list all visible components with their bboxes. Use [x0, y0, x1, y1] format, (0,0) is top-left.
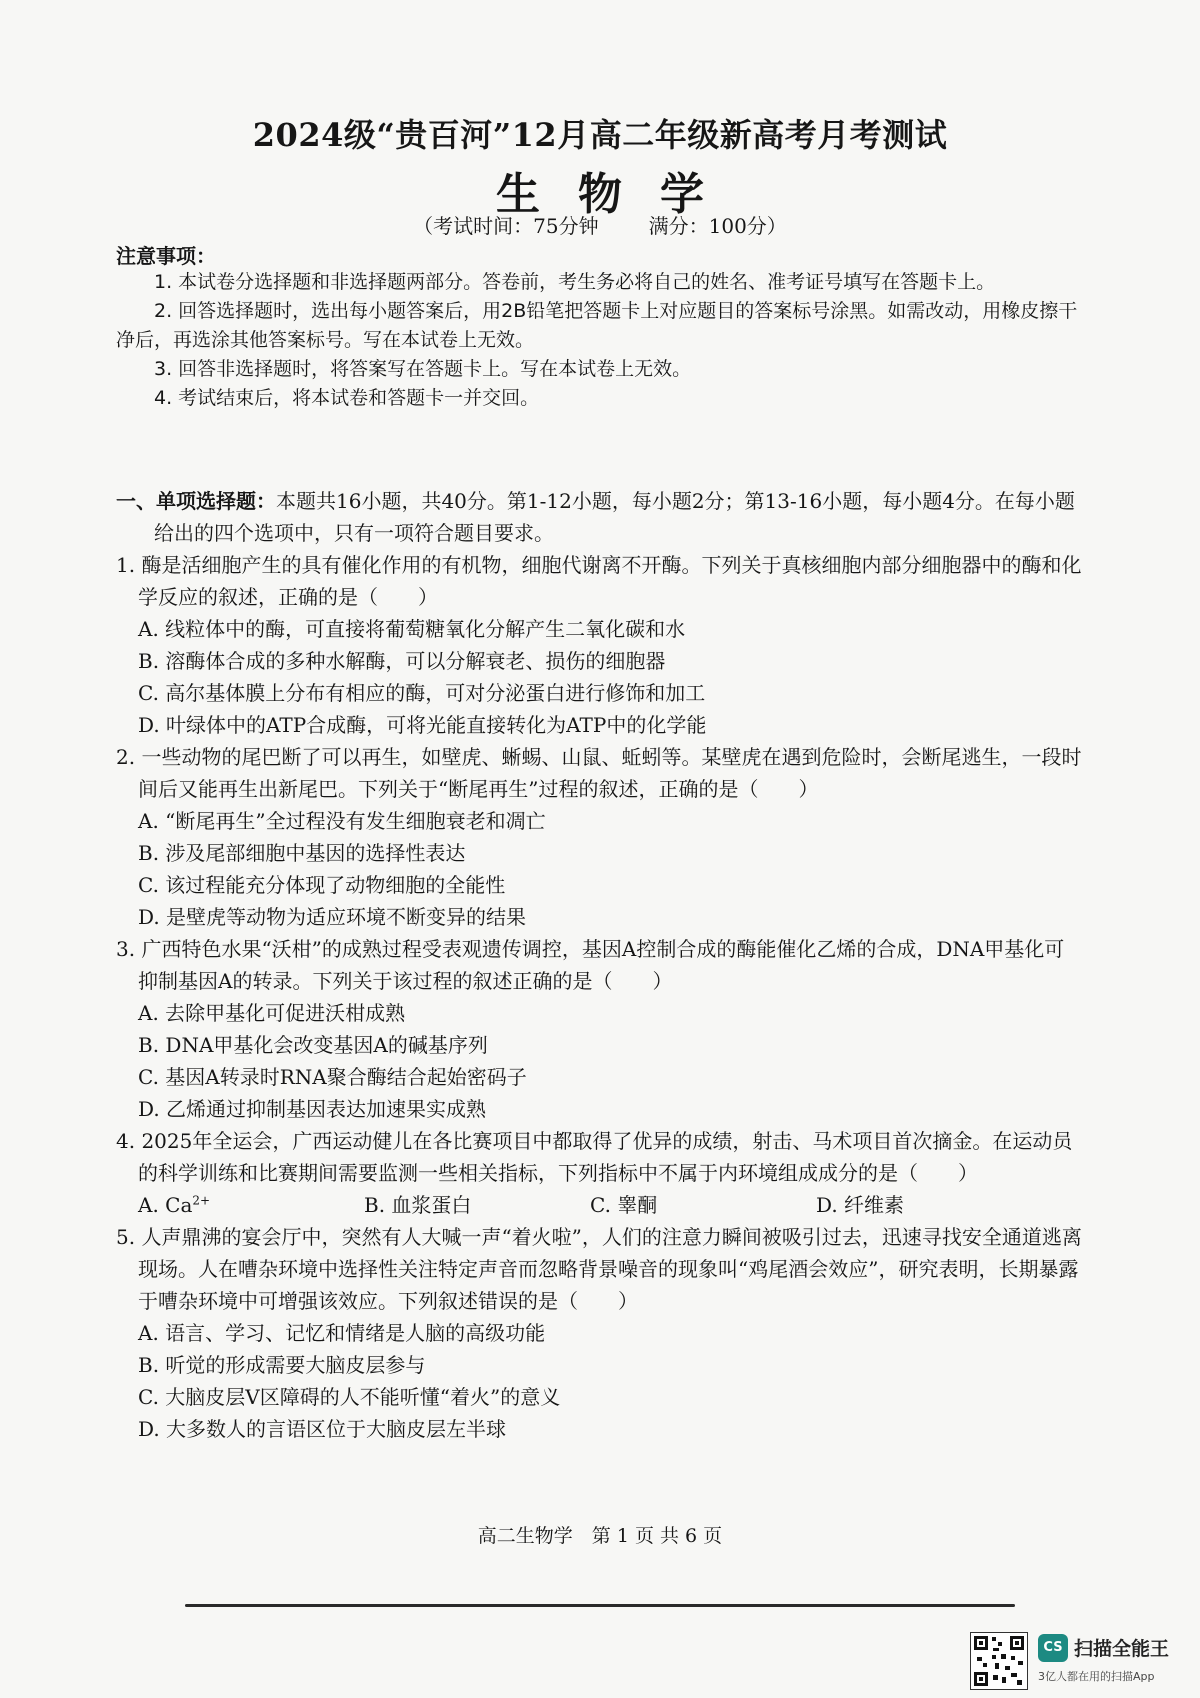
subject-title: 生物学	[496, 169, 742, 220]
question-1	[116, 549, 1082, 741]
exam-score: 满分：100分）	[648, 214, 787, 238]
option-c: C. 大脑皮层V区障碍的人不能听懂“着火”的意义	[138, 1385, 561, 1409]
option-b: B. DNA甲基化会改变基因A的碱基序列	[138, 1033, 488, 1057]
question-stem: 4. 2025年全运会，广西运动健儿在各比赛项目中都取得了优异的成绩，射击、马术项目首次摘金。在运动员的科学训练和比赛期间需要监测一些相关指标，下列指标中不属于内环境组成成分的是（ ）	[116, 1129, 1073, 1185]
camscanner-logo: CS	[1038, 1634, 1068, 1662]
page-footer: 高二生物学 第 1 页 共 6 页	[477, 1525, 723, 1547]
scanner-app-name: 扫描全能王	[1074, 1638, 1170, 1660]
option-a: A. 去除甲基化可促进沃柑成熟	[138, 1001, 406, 1025]
note-item: 1. 本试卷分选择题和非选择题两部分。答卷前，考生务必将自己的姓名、准考证号填写在答题卡上。	[154, 271, 996, 293]
option-c: C. 睾酮	[590, 1193, 658, 1217]
question-3	[116, 933, 1082, 1125]
exam-duration: （考试时间：75分钟	[413, 214, 599, 238]
option-c: C. 基因A转录时RNA聚合酶结合起始密码子	[138, 1065, 527, 1089]
option-d: D. 大多数人的言语区位于大脑皮层左半球	[138, 1417, 507, 1441]
option-a: A. “断尾再生”全过程没有发生细胞衰老和凋亡	[138, 809, 546, 833]
section-description: 本题共16小题，共40分。第1-12小题，每小题2分；第13-16小题，每小题4分。在每小题给出的四个选项中，只有一项符合题目要求。	[154, 489, 1075, 545]
question-stem: 3. 广西特色水果“沃柑”的成熟过程受表观遗传调控，基因A控制合成的酶能催化乙烯的合成，DNA甲基化可抑制基因A的转录。下列关于该过程的叙述正确的是（ ）	[116, 937, 1065, 993]
question-stem: 2. 一些动物的尾巴断了可以再生，如壁虎、蜥蜴、山鼠、蚯蚓等。某壁虎在遇到危险时，会断尾逃生，一段时间后又能再生出新尾巴。下列关于“断尾再生”过程的叙述，正确的是（ ）	[116, 745, 1082, 801]
question-5	[116, 1221, 1082, 1445]
option-a: A. 语言、学习、记忆和情绪是人脑的高级功能	[138, 1321, 546, 1345]
note-item: 2. 回答选择题时，选出每小题答案后，用2B铅笔把答题卡上对应题目的答案标号涂黑。如需改动，用橡皮擦干净后，再选涂其他答案标号。写在本试卷上无效。	[116, 300, 1078, 351]
question-2	[116, 741, 1082, 933]
section-label: 一、单项选择题：	[116, 489, 276, 513]
notes-list	[116, 268, 1082, 413]
option-d: D. 纤维素	[816, 1193, 905, 1217]
option-c: C. 该过程能充分体现了动物细胞的全能性	[138, 873, 506, 897]
qr-code-icon	[970, 1632, 1028, 1690]
notes-heading: 注意事项：	[116, 244, 216, 268]
option-b: B. 听觉的形成需要大脑皮层参与	[138, 1353, 426, 1377]
option-a	[138, 1189, 364, 1221]
scanner-tagline: 3亿人都在用的扫描App	[1038, 1670, 1155, 1683]
option-b: B. 涉及尾部细胞中基因的选择性表达	[138, 841, 466, 865]
option-d: D. 叶绿体中的ATP合成酶，可将光能直接转化为ATP中的化学能	[138, 713, 707, 737]
question-stem: 5. 人声鼎沸的宴会厅中，突然有人大喊一声“着火啦”，人们的注意力瞬间被吸引过去，迅速寻找安全通道逃离现场。人在嘈杂环境中选择性关注特定声音而忽略背景噪音的现象叫“鸡尾酒会效应”，研究表明，长期暴露于嘈杂环境中可增强该效应。下列叙述错误的是（ ）	[116, 1225, 1082, 1313]
note-item: 3. 回答非选择题时，将答案写在答题卡上。写在本试卷上无效。	[154, 358, 692, 380]
exam-title: 2024级“贵百河”12月高二年级新高考月考测试	[252, 116, 948, 154]
option-b: B. 溶酶体合成的多种水解酶，可以分解衰老、损伤的细胞器	[138, 649, 666, 673]
option-b: B. 血浆蛋白	[364, 1193, 472, 1217]
question-4	[116, 1125, 1082, 1221]
option-d: D. 乙烯通过抑制基因表达加速果实成熟	[138, 1097, 487, 1121]
question-stem: 1. 酶是活细胞产生的具有催化作用的有机物，细胞代谢离不开酶。下列关于真核细胞内部分细胞器中的酶和化学反应的叙述，正确的是（ ）	[116, 553, 1082, 609]
exam-info	[0, 210, 1200, 239]
option-d: D. 是壁虎等动物为适应环境不断变异的结果	[138, 905, 527, 929]
options-row	[116, 1189, 1082, 1221]
note-item: 4. 考试结束后，将本试卷和答题卡一并交回。	[154, 387, 540, 409]
option-a-text: A. Ca	[138, 1193, 193, 1217]
ion-charge: 2+	[192, 1193, 211, 1208]
section-heading	[116, 485, 1082, 549]
option-a: A. 线粒体中的酶，可直接将葡萄糖氧化分解产生二氧化碳和水	[138, 617, 686, 641]
divider	[185, 1604, 1015, 1607]
option-c: C. 高尔基体膜上分布有相应的酶，可对分泌蛋白进行修饰和加工	[138, 681, 706, 705]
section-single-choice	[116, 485, 1082, 1445]
